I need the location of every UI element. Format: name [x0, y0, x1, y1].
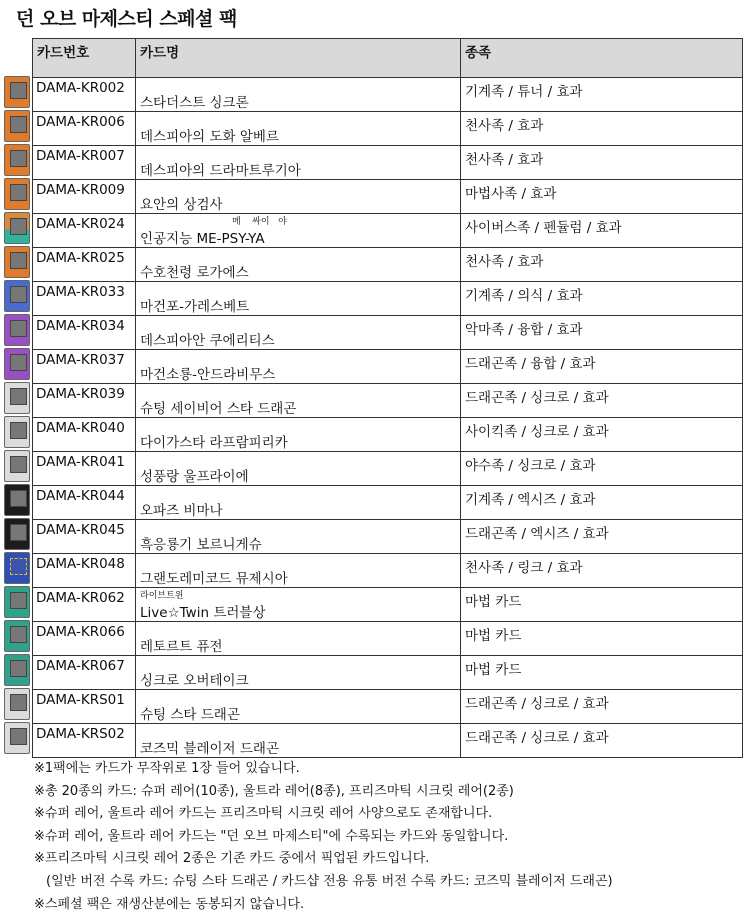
card-number: DAMA-KR041: [36, 454, 125, 470]
card-name: 성풍랑 울프라이에: [140, 469, 249, 485]
card-art-icon: [10, 252, 27, 269]
card-number: DAMA-KR066: [36, 624, 125, 640]
card-name: 레토르트 퓨전: [140, 639, 223, 655]
card-number: DAMA-KR040: [36, 420, 125, 436]
card-art-icon: [10, 286, 27, 303]
card-number-cell: [33, 248, 136, 282]
card-number-cell: [33, 588, 136, 622]
card-frame-icon: [4, 246, 30, 278]
card-frame-icon: [4, 76, 30, 108]
table-row: [33, 248, 743, 282]
card-type: 드래곤족 / 싱크로 / 효과: [465, 730, 609, 746]
card-number-cell: [33, 384, 136, 418]
card-name: 슈팅 세이비어 스타 드래곤: [140, 401, 297, 417]
card-number: DAMA-KR006: [36, 114, 125, 130]
card-name: 데스피아의 도화 알베르: [140, 129, 279, 145]
card-number-cell: [33, 282, 136, 316]
card-number-cell: [33, 622, 136, 656]
card-number-cell: [33, 316, 136, 350]
note-line: ※슈퍼 레어, 울트라 레어 카드는 프리즈마틱 시크릿 레어 사양으로도 존재합니다.: [34, 806, 493, 822]
card-frame-icon: [4, 212, 30, 244]
card-type: 사이버스족 / 펜듈럼 / 효과: [465, 220, 622, 236]
card-frame-icon: [4, 450, 30, 482]
card-number: DAMA-KR048: [36, 556, 125, 572]
card-name-cell: [136, 282, 461, 316]
card-type: 기계족 / 의식 / 효과: [465, 288, 583, 304]
card-number-cell: [33, 418, 136, 452]
card-name-cell: [136, 146, 461, 180]
table-row: [33, 656, 743, 690]
card-number-cell: [33, 78, 136, 112]
table-row: [33, 452, 743, 486]
card-name: 스타더스트 싱크론: [140, 95, 249, 111]
card-frame-icon: [4, 518, 30, 550]
card-name: 슈팅 스타 드래곤: [140, 707, 240, 723]
card-icon-column: [4, 76, 32, 756]
card-number: DAMA-KR039: [36, 386, 125, 402]
card-number: DAMA-KR033: [36, 284, 125, 300]
card-number-cell: [33, 520, 136, 554]
card-number-cell: [33, 724, 136, 758]
card-art-icon: [10, 320, 27, 337]
card-art-icon: [10, 388, 27, 405]
card-name: 오파즈 비마나: [140, 503, 223, 519]
card-type: 마법 카드: [465, 628, 522, 644]
card-name-cell: [136, 690, 461, 724]
card-name-cell: [136, 316, 461, 350]
table-row: [33, 554, 743, 588]
card-art-icon: [10, 150, 27, 167]
card-name-cell: [136, 622, 461, 656]
card-name-cell: [136, 214, 461, 248]
card-frame-icon: [4, 110, 30, 142]
card-number: DAMA-KR002: [36, 80, 125, 96]
card-name: 마건포-가레스베트: [140, 299, 250, 315]
card-type-cell: [461, 214, 743, 248]
header-card-number: 카드번호: [33, 39, 136, 78]
card-number-cell: [33, 452, 136, 486]
card-number-cell: [33, 486, 136, 520]
card-number-cell: [33, 350, 136, 384]
card-type-cell: [461, 724, 743, 758]
card-frame-icon: [4, 654, 30, 686]
card-frame-icon: [4, 178, 30, 210]
card-frame-icon: [4, 348, 30, 380]
card-type-cell: [461, 384, 743, 418]
header-card-type: 종족: [461, 39, 743, 78]
card-art-icon: [10, 218, 27, 235]
table-row: [33, 316, 743, 350]
card-type: 사이킥족 / 싱크로 / 효과: [465, 424, 609, 440]
card-number-cell: [33, 554, 136, 588]
card-type: 드래곤족 / 싱크로 / 효과: [465, 696, 609, 712]
card-number: DAMA-KR045: [36, 522, 125, 538]
card-number: DAMA-KRS01: [36, 692, 125, 708]
card-name: 데스피아안 쿠에리티스: [140, 333, 275, 349]
card-frame-icon: [4, 484, 30, 516]
table-row: [33, 180, 743, 214]
table-row: [33, 622, 743, 656]
card-type-cell: [461, 554, 743, 588]
card-name-cell: [136, 656, 461, 690]
card-name: 데스피아의 드라마트루기아: [140, 163, 301, 179]
card-type: 기계족 / 엑시즈 / 효과: [465, 492, 596, 508]
card-name: 그랜도레미코드 뮤제시아: [140, 571, 288, 587]
card-frame-icon: [4, 314, 30, 346]
card-list-table: [32, 38, 743, 758]
notes-block: [34, 758, 613, 916]
card-art-icon: [10, 694, 27, 711]
card-number: DAMA-KR007: [36, 148, 125, 164]
card-type-cell: [461, 588, 743, 622]
card-type-cell: [461, 112, 743, 146]
header-card-name: 카드명: [136, 39, 461, 78]
card-type: 드래곤족 / 융합 / 효과: [465, 356, 596, 372]
card-art-icon: [10, 456, 27, 473]
card-type: 마법 카드: [465, 594, 522, 610]
card-frame-icon: [4, 144, 30, 176]
card-art-icon: [10, 490, 27, 507]
card-type: 악마족 / 융합 / 효과: [465, 322, 583, 338]
card-type-cell: [461, 418, 743, 452]
card-art-icon: [10, 524, 27, 541]
card-type-cell: [461, 690, 743, 724]
card-name-cell: [136, 180, 461, 214]
card-art-icon: [10, 660, 27, 677]
card-name-cell: [136, 520, 461, 554]
note-line: (일반 버전 수록 카드: 슈팅 스타 드래곤 / 카드샵 전용 유통 버전 수록 카드: 코즈믹 블레이저 드래곤): [46, 873, 613, 889]
card-frame-icon: [4, 280, 30, 312]
card-frame-icon: [4, 382, 30, 414]
card-frame-icon: [4, 688, 30, 720]
card-number-cell: [33, 112, 136, 146]
table-header-row: [33, 39, 743, 78]
card-name-cell: [136, 554, 461, 588]
card-type-cell: [461, 622, 743, 656]
card-art-icon: [10, 558, 27, 575]
card-name-cell: [136, 350, 461, 384]
card-name: 다이가스타 라프람피리카: [140, 435, 288, 451]
card-type-cell: [461, 180, 743, 214]
card-art-icon: [10, 626, 27, 643]
card-name-cell: [136, 588, 461, 622]
card-name: 인공지능 ME-PSY-YA: [140, 231, 265, 247]
card-type: 마법사족 / 효과: [465, 186, 557, 202]
card-number-cell: [33, 146, 136, 180]
card-art-icon: [10, 184, 27, 201]
note-line: ※스페셜 팩은 재생산분에는 동봉되지 않습니다.: [34, 896, 305, 912]
card-name-cell: [136, 724, 461, 758]
card-type-cell: [461, 486, 743, 520]
table-row: [33, 418, 743, 452]
card-number: DAMA-KR034: [36, 318, 125, 334]
table-row: [33, 588, 743, 622]
card-type-cell: [461, 78, 743, 112]
card-name-cell: [136, 452, 461, 486]
card-type: 천사족 / 링크 / 효과: [465, 560, 583, 576]
card-type: 야수족 / 싱크로 / 효과: [465, 458, 596, 474]
card-number: DAMA-KR062: [36, 590, 125, 606]
card-type-cell: [461, 656, 743, 690]
card-name: 요안의 상검사: [140, 197, 223, 213]
card-type: 천사족 / 효과: [465, 118, 544, 134]
card-type: 드래곤족 / 엑시즈 / 효과: [465, 526, 609, 542]
card-number: DAMA-KR025: [36, 250, 125, 266]
card-name-cell: [136, 418, 461, 452]
card-number: DAMA-KR044: [36, 488, 125, 504]
card-type: 기계족 / 튜너 / 효과: [465, 84, 583, 100]
card-name-cell: [136, 384, 461, 418]
card-name: Live☆Twin 트러블상: [140, 605, 266, 621]
card-art-icon: [10, 116, 27, 133]
card-art-icon: [10, 82, 27, 99]
card-name: 코즈믹 블레이저 드래곤: [140, 741, 279, 757]
table-row: [33, 214, 743, 248]
note-line: ※1팩에는 카드가 무작위로 1장 들어 있습니다.: [34, 761, 300, 776]
card-frame-icon: [4, 586, 30, 618]
note-line: ※슈퍼 레어, 울트라 레어 카드는 "던 오브 마제스티"에 수록되는 카드와 동일합니다.: [34, 828, 509, 844]
card-type-cell: [461, 452, 743, 486]
card-name: 싱크로 오버테이크: [140, 673, 249, 689]
card-type: 천사족 / 효과: [465, 152, 544, 168]
card-name-cell: [136, 112, 461, 146]
card-name: 흑응룡기 보르니게슈: [140, 537, 262, 553]
note-line: ※총 20종의 카드: 슈퍼 레어(10종), 울트라 레어(8종), 프리즈마틱 시크릿 레어(2종): [34, 783, 514, 799]
table-row: [33, 690, 743, 724]
table-row: [33, 486, 743, 520]
card-type: 드래곤족 / 싱크로 / 효과: [465, 390, 609, 406]
card-number: DAMA-KR024: [36, 216, 125, 232]
card-number-cell: [33, 690, 136, 724]
card-number-cell: [33, 214, 136, 248]
card-type-cell: [461, 350, 743, 384]
card-type: 천사족 / 효과: [465, 254, 544, 270]
card-frame-icon: [4, 552, 30, 584]
card-name-ruby: 메 싸이 야: [232, 217, 287, 227]
card-type-cell: [461, 146, 743, 180]
page-title: 던 오브 마제스티 스페셜 팩: [16, 8, 237, 30]
card-number-cell: [33, 180, 136, 214]
card-number-cell: [33, 656, 136, 690]
card-type-cell: [461, 520, 743, 554]
card-number: DAMA-KR067: [36, 658, 125, 674]
card-art-icon: [10, 728, 27, 745]
table-row: [33, 724, 743, 758]
card-frame-icon: [4, 620, 30, 652]
table-row: [33, 78, 743, 112]
card-type-cell: [461, 282, 743, 316]
card-name-cell: [136, 248, 461, 282]
table-row: [33, 520, 743, 554]
table-row: [33, 146, 743, 180]
card-number: DAMA-KR009: [36, 182, 125, 198]
card-number: DAMA-KR037: [36, 352, 125, 368]
card-name: 수호천령 로가에스: [140, 265, 249, 281]
card-name: 마건소룡-안드라비무스: [140, 367, 276, 383]
card-art-icon: [10, 422, 27, 439]
table-row: [33, 282, 743, 316]
note-line: ※프리즈마틱 시크릿 레어 2종은 기존 카드 중에서 픽업된 카드입니다.: [34, 851, 430, 867]
table-row: [33, 112, 743, 146]
card-art-icon: [10, 592, 27, 609]
table-row: [33, 350, 743, 384]
card-name-cell: [136, 486, 461, 520]
card-type-cell: [461, 316, 743, 350]
table-row: [33, 384, 743, 418]
card-frame-icon: [4, 416, 30, 448]
card-type-cell: [461, 248, 743, 282]
card-name-cell: [136, 78, 461, 112]
card-number: DAMA-KRS02: [36, 726, 125, 742]
card-frame-icon: [4, 722, 30, 754]
card-art-icon: [10, 354, 27, 371]
card-name-ruby: 라이브트윈: [140, 591, 184, 601]
card-type: 마법 카드: [465, 662, 522, 678]
